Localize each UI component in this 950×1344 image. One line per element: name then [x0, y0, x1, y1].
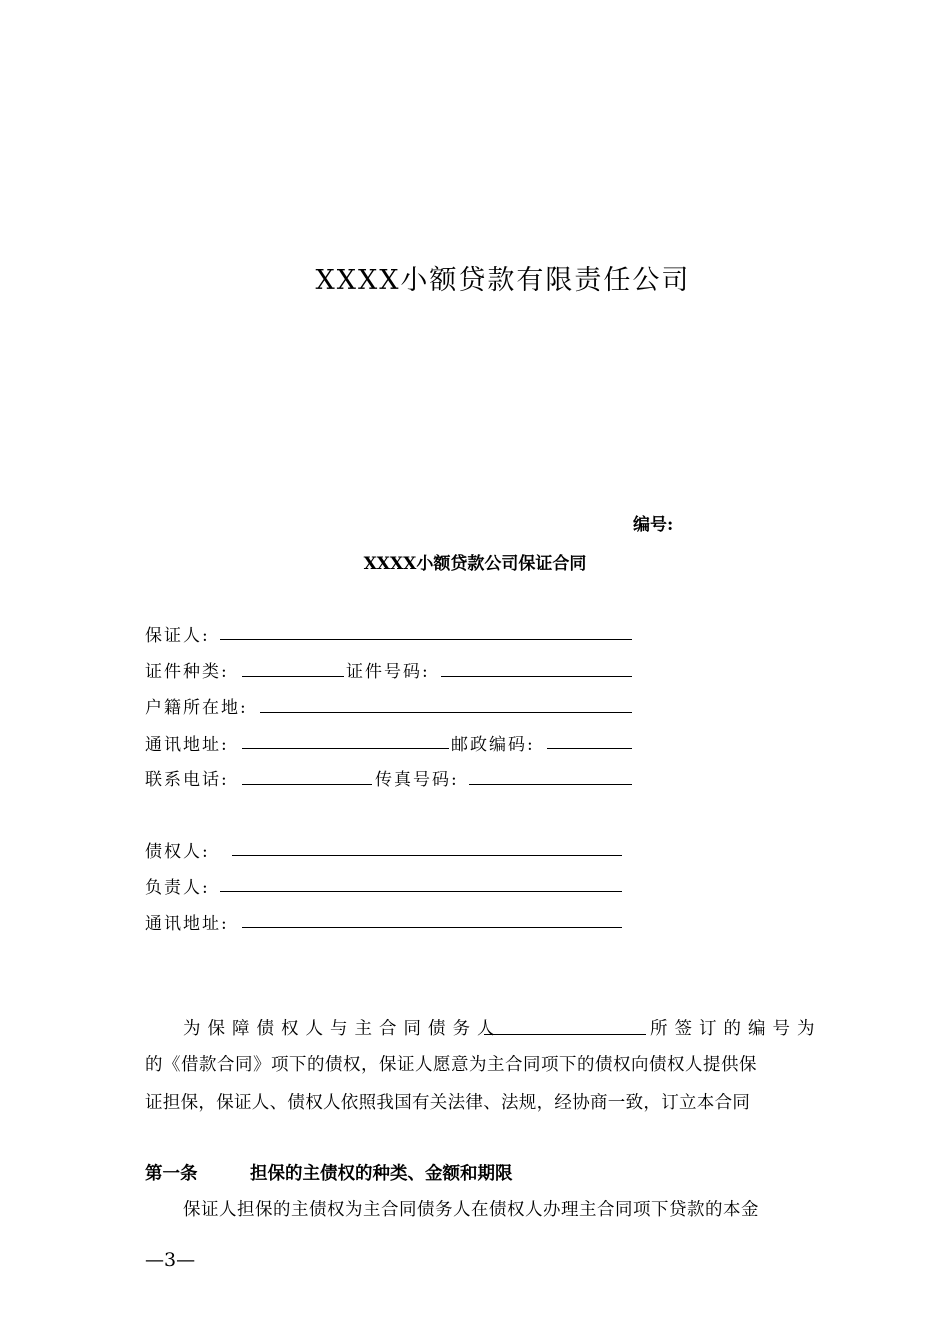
- principal-label: 负责人:: [145, 878, 210, 898]
- id-number-label: 证件号码:: [346, 662, 430, 682]
- id-number-blank[interactable]: [441, 676, 632, 677]
- guarantor-address-label: 通讯地址:: [145, 735, 229, 755]
- postcode-label: 邮政编码:: [451, 735, 535, 755]
- company-title: XXXX小额贷款有限责任公司: [315, 265, 691, 296]
- article-1-title: 担保的主债权的种类、金额和期限: [250, 1164, 513, 1184]
- contract-title: XXXX小额贷款公司保证合同: [363, 554, 587, 574]
- preamble-line1-start: 为保障债权人与主合同债务人: [183, 1019, 502, 1039]
- residence-blank[interactable]: [260, 712, 632, 713]
- article-1-text: 保证人担保的主债权为主合同债务人在债权人办理主合同项下贷款的本金: [183, 1200, 759, 1220]
- fax-blank[interactable]: [469, 784, 632, 785]
- preamble-line1-end: 所签订的编号为: [650, 1019, 822, 1039]
- phone-label: 联系电话:: [145, 770, 229, 790]
- creditor-address-label: 通讯地址:: [145, 914, 229, 934]
- contract-number-label: 编号:: [633, 515, 674, 535]
- page-number: —3—: [145, 1249, 196, 1271]
- principal-blank[interactable]: [220, 891, 622, 892]
- postcode-blank[interactable]: [547, 748, 632, 749]
- residence-label: 户籍所在地:: [145, 698, 248, 718]
- article-1-number: 第一条: [145, 1164, 198, 1184]
- guarantor-label: 保证人:: [145, 626, 210, 646]
- debtor-blank[interactable]: [484, 1034, 646, 1035]
- guarantor-address-blank[interactable]: [242, 748, 449, 749]
- preamble-line2: 的《借款合同》项下的债权，保证人愿意为主合同项下的债权向债权人提供保: [145, 1055, 757, 1075]
- preamble-line3: 证担保，保证人、债权人依照我国有关法律、法规，经协商一致，订立本合同: [145, 1093, 751, 1113]
- id-type-blank[interactable]: [242, 676, 344, 677]
- creditor-label: 债权人:: [145, 842, 210, 862]
- creditor-blank[interactable]: [232, 855, 622, 856]
- guarantor-blank[interactable]: [220, 639, 632, 640]
- fax-label: 传真号码:: [375, 770, 459, 790]
- id-type-label: 证件种类:: [145, 662, 229, 682]
- creditor-address-blank[interactable]: [242, 927, 622, 928]
- phone-blank[interactable]: [242, 784, 372, 785]
